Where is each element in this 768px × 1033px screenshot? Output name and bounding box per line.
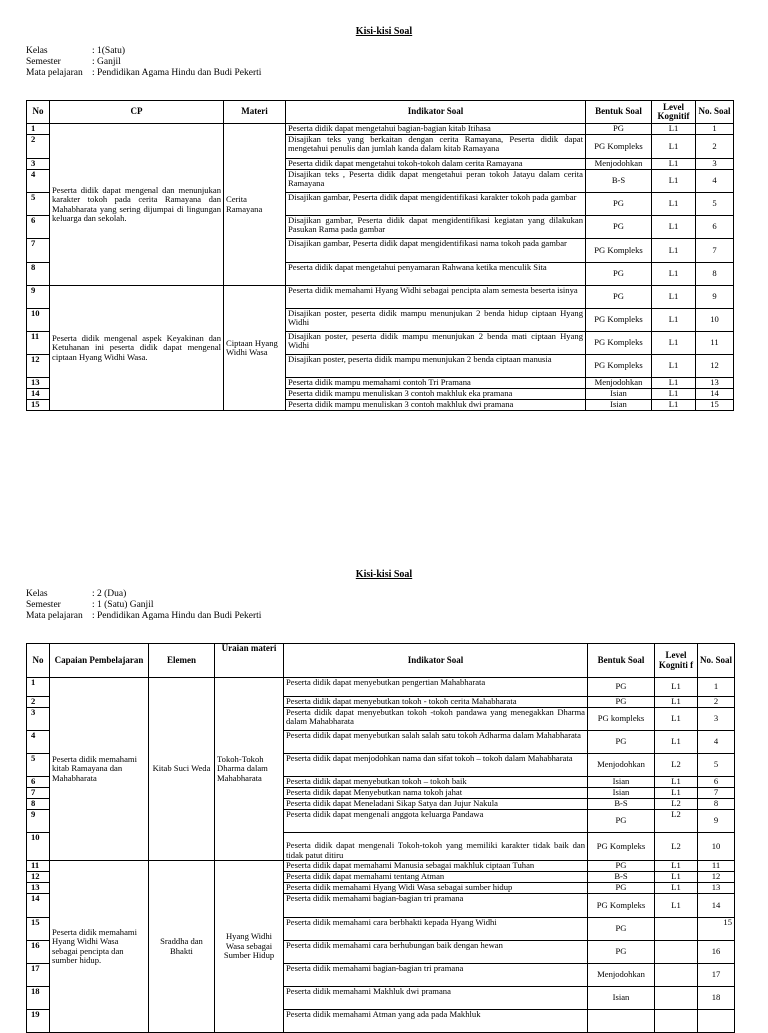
cell-level: L1 [655,731,698,754]
cell-indikator: Peserta didik dapat menyebutkan tokoh – tokoh baik [284,777,588,788]
cell-materi: Ciptaan Hyang Widhi Wasa [224,286,286,411]
cell-level [655,1010,698,1033]
doc2-meta-kelas [26,589,261,600]
meta-value: : 1 (Satu) Ganjil [92,600,154,610]
cell-indikator: Peserta didik memahami cara berbhakti kepada Hyang Widhi [284,918,588,941]
cell-no: 9 [27,810,50,833]
cell-bentuk [588,1010,655,1033]
cell-nosoal: 10 [696,309,734,332]
cell-bentuk: PG Kompleks [588,833,655,861]
table-row [27,678,735,697]
cell-nosoal: 14 [696,389,734,400]
cell-nosoal: 3 [696,159,734,170]
cell-cp: Peserta didik memahami kitab Ramayana dan Mahabharata [50,678,149,861]
header-indikator: Indikator Soal [286,101,586,124]
cell-no: 7 [27,788,50,799]
cell-indikator: Peserta didik dapat mengetahui tokoh-tokoh dalam cerita Ramayana [286,159,586,170]
cell-indikator: Disajikan teks , Peserta didik dapat mengetahui peran tokoh Jatayu dalam cerita Ramayana [286,170,586,193]
cell-no: 12 [27,872,50,883]
cell-cp: Peserta didik dapat mengenal dan menunjukan karakter tokoh pada cerita Ramayana dan Mahabharata yang sering dijumpai di lingungan keluarga dan sekolah. [50,124,224,286]
meta-key: Mata pelajaran [26,611,83,621]
cell-bentuk: PG [588,883,655,894]
doc1-meta-mapel [26,68,261,79]
cell-level: L2 [655,833,698,861]
doc1-table [26,100,734,411]
doc1-header-row [27,101,734,124]
cell-level: L1 [655,678,698,697]
cell-indikator: Disajikan poster, peserta didik mampu menunjukan 2 benda hidup ciptaan Hyang Widhi [286,309,586,332]
cell-no: 1 [27,124,50,135]
cell-indikator: Disajikan poster, peserta didik mampu menunjukan 2 benda mati ciptaan Hyang Widhi [286,332,586,355]
cell-level: L2 [655,754,698,777]
cell-nosoal: 18 [698,987,735,1010]
cell-no: 17 [27,964,50,987]
meta-value: : 1(Satu) [92,46,125,56]
cell-indikator: Peserta didik memahami bagian-bagian tri pramana [284,894,588,918]
cell-cp: Peserta didik mengenal aspek Keyakinan dan Ketuhanan ini peserta didik dapat mengenal ciptaan Hyang Widhi Wasa. [50,286,224,411]
cell-bentuk: B-S [588,872,655,883]
cell-no: 4 [27,170,50,193]
meta-value: : Pendidikan Agama Hindu dan Budi Pekerti [92,68,262,78]
header-no: No [27,644,50,678]
cell-bentuk: Isian [588,777,655,788]
cell-indikator: Peserta didik dapat menjodohkan nama dan sifat tokoh – tokoh dalam Mahabharata [284,754,588,777]
cell-materi: Cerita Ramayana [224,124,286,286]
cell-level: L1 [652,400,696,411]
cell-bentuk: Isian [586,389,652,400]
cell-indikator: Disajikan teks yang berkaitan dengan cerita Ramayana, Peserta didik dapat mengetahui penulis dan jumlah kanda dalam kitab Ramayana [286,135,586,159]
header-bentuk: Bentuk Soal [588,644,655,678]
cell-nosoal: 5 [696,193,734,216]
cell-level: L1 [652,309,696,332]
cell-no: 8 [27,799,50,810]
cell-bentuk: PG [588,941,655,964]
cell-level [655,941,698,964]
cell-bentuk: PG [586,124,652,135]
cell-nosoal: 4 [696,170,734,193]
meta-value: : Pendidikan Agama Hindu dan Budi Pekerti [92,611,262,621]
header-cp: Capaian Pembelajaran [50,644,149,678]
cell-no: 1 [27,678,50,697]
cell-no: 12 [27,355,50,378]
cell-level: L1 [652,389,696,400]
cell-nosoal: 1 [698,678,735,697]
doc1-meta [26,46,261,79]
cell-bentuk: PG Kompleks [586,239,652,263]
cell-indikator: Peserta didik memahami Hyang Widhi sebagai pencipta alam semesta beserta isinya [286,286,586,309]
cell-level: L1 [655,708,698,731]
cell-level: L1 [655,697,698,708]
cell-nosoal: 9 [698,810,735,833]
doc2-table [26,643,735,1033]
cell-nosoal: 3 [698,708,735,731]
cell-no: 6 [27,216,50,239]
cell-level: L1 [655,788,698,799]
cell-nosoal: 16 [698,941,735,964]
cell-no: 19 [27,1010,50,1033]
cell-level: L1 [652,332,696,355]
cell-level: L1 [652,159,696,170]
cell-no: 18 [27,987,50,1010]
cell-nosoal: 6 [696,216,734,239]
cell-nosoal: 11 [698,861,735,872]
cell-bentuk: Isian [586,400,652,411]
cell-bentuk: PG Kompleks [586,309,652,332]
cell-level: L1 [655,894,698,918]
cell-no: 9 [27,286,50,309]
cell-bentuk: Isian [588,788,655,799]
cell-level: L1 [652,193,696,216]
meta-value: : 2 (Dua) [92,589,127,599]
doc1-meta-semester [26,57,261,68]
cell-nosoal: 15 [696,400,734,411]
cell-indikator: Peserta didik mampu memahami contoh Tri Pramana [286,378,586,389]
cell-nosoal [698,1010,735,1033]
doc2-meta-mapel [26,611,261,622]
meta-key: Kelas [26,589,48,599]
cell-indikator: Peserta didik mampu menuliskan 3 contoh makhluk dwi pramana [286,400,586,411]
cell-no: 13 [27,378,50,389]
cell-bentuk: PG kompleks [588,708,655,731]
cell-no: 5 [27,754,50,777]
header-bentuk: Bentuk Soal [586,101,652,124]
cell-no: 16 [27,941,50,964]
cell-nosoal: 13 [696,378,734,389]
cell-indikator: Peserta didik mampu menuliskan 3 contoh makhluk eka pramana [286,389,586,400]
cell-indikator: Peserta didik dapat mengetahui penyamaran Rahwana ketika menculik Sita [286,263,586,286]
cell-nosoal: 7 [698,788,735,799]
cell-no: 14 [27,894,50,918]
cell-cp: Peserta didik memahami Hyang Widhi Wasa sebagai pencipta dan sumber hidup. [50,861,149,1033]
cell-indikator: Peserta didik memahami bagian-bagian tri pramana [284,964,588,987]
cell-indikator: Peserta didik dapat memahami Manusia sebagai makhluk ciptaan Tuhan [284,861,588,872]
cell-bentuk: Menjodohkan [586,159,652,170]
cell-nosoal: 12 [698,872,735,883]
cell-bentuk: PG [588,810,655,833]
header-materi: Materi [224,101,286,124]
cell-no: 7 [27,239,50,263]
cell-nosoal: 12 [696,355,734,378]
cell-bentuk: PG [586,263,652,286]
header-nosoal: No. Soal [698,644,735,678]
cell-no: 11 [27,332,50,355]
cell-level: L1 [652,355,696,378]
cell-no: 6 [27,777,50,788]
cell-indikator: Peserta didik dapat menyebutkan tokoh -tokoh pandawa yang menegakkan Dharma dalam Mahabharata [284,708,588,731]
cell-nosoal: 4 [698,731,735,754]
cell-bentuk: Menjodohkan [588,754,655,777]
cell-bentuk: PG [588,731,655,754]
cell-bentuk: Menjodohkan [586,378,652,389]
doc2-title: Kisi-kisi Soal [355,569,413,580]
cell-indikator: Disajikan gambar, Peserta didik dapat mengidentifikasi kegiatan yang dilakukan Pasukan Rama pada gambar [286,216,586,239]
cell-bentuk: PG Kompleks [586,355,652,378]
doc1-meta-kelas [26,46,261,57]
cell-level: L1 [655,872,698,883]
cell-bentuk: PG [586,286,652,309]
cell-nosoal: 11 [696,332,734,355]
cell-bentuk: PG [586,216,652,239]
cell-nosoal: 13 [698,883,735,894]
cell-no: 3 [27,159,50,170]
cell-nosoal: 2 [696,135,734,159]
cell-elemen: Kitab Suci Weda [149,678,215,861]
cell-indikator: Peserta didik dapat menyebutkan pengertian Mahabharata [284,678,588,697]
cell-indikator: Disajikan poster, peserta didik mampu menunjukan 2 benda ciptaan manusia [286,355,586,378]
header-cp: CP [50,101,224,124]
header-uraian: Uraian materi [215,644,284,678]
cell-level [655,964,698,987]
doc2-header-row [27,644,735,678]
cell-no: 14 [27,389,50,400]
meta-value: : Ganjil [92,57,121,67]
cell-no: 2 [27,135,50,159]
cell-nosoal: 7 [696,239,734,263]
cell-nosoal: 8 [696,263,734,286]
cell-elemen: Sraddha dan Bhakti [149,861,215,1033]
cell-no: 3 [27,708,50,731]
cell-indikator: Peserta didik memahami Hyang Widi Wasa sebagai sumber hidup [284,883,588,894]
cell-indikator: Peserta didik dapat mengenali Tokoh-tokoh yang memiliki karakter tidak baik dan tidak patut ditiru [284,833,588,861]
header-nosoal: No. Soal [696,101,734,124]
cell-no: 4 [27,731,50,754]
header-indikator: Indikator Soal [284,644,588,678]
cell-no: 11 [27,861,50,872]
cell-bentuk: Menjodohkan [588,964,655,987]
cell-indikator: Peserta didik dapat mengetahui bagian-bagian kitab Itihasa [286,124,586,135]
cell-indikator: Peserta didik memahami Atman yang ada pada Makhluk [284,1010,588,1033]
cell-level: L1 [652,170,696,193]
cell-nosoal: 6 [698,777,735,788]
cell-bentuk: PG Kompleks [586,135,652,159]
cell-nosoal: 15 [698,918,735,941]
table-row [27,124,734,135]
header-elemen: Elemen [149,644,215,678]
cell-level: L1 [652,263,696,286]
cell-indikator: Peserta didik memahami Makhluk dwi pramana [284,987,588,1010]
meta-key: Semester [26,57,61,67]
cell-bentuk: PG [588,918,655,941]
cell-nosoal: 9 [696,286,734,309]
cell-indikator: Peserta didik dapat menyebutkan salah salah satu tokoh Adharma dalam Mahabharata [284,731,588,754]
cell-no: 10 [27,309,50,332]
cell-uraian: Tokoh-Tokoh Dharma dalam Mahabharata [215,678,284,861]
cell-indikator: Peserta didik memahami cara berhubungan baik dengan hewan [284,941,588,964]
cell-level [655,987,698,1010]
cell-level: L1 [655,883,698,894]
cell-nosoal: 10 [698,833,735,861]
cell-no: 2 [27,697,50,708]
header-no: No [27,101,50,124]
table-row [27,861,735,872]
doc2-meta [26,589,261,622]
cell-no: 5 [27,193,50,216]
cell-level: L2 [655,810,698,833]
cell-level: L1 [652,239,696,263]
cell-bentuk: B-S [588,799,655,810]
cell-indikator: Peserta didik dapat memahami tentang Atman [284,872,588,883]
cell-indikator: Peserta didik dapat menyebutkan tokoh - tokoh cerita Mahabharata [284,697,588,708]
cell-level: L1 [652,286,696,309]
meta-key: Semester [26,600,61,610]
cell-no: 13 [27,883,50,894]
cell-level: L1 [652,378,696,389]
cell-level: L1 [655,861,698,872]
cell-bentuk: B-S [586,170,652,193]
cell-nosoal: 5 [698,754,735,777]
cell-indikator: Peserta didik dapat Meneladani Sikap Satya dan Jujur Nakula [284,799,588,810]
doc2-meta-semester [26,600,261,611]
meta-key: Kelas [26,46,48,56]
cell-level: L2 [655,799,698,810]
cell-bentuk: PG [586,193,652,216]
header-level: Level Kogniti f [655,644,698,678]
cell-bentuk: Isian [588,987,655,1010]
cell-no: 8 [27,263,50,286]
table-row [27,286,734,309]
doc1-title: Kisi-kisi Soal [355,26,413,37]
cell-indikator: Disajikan gambar, Peserta didik dapat mengidentifikasi karakter tokoh pada gambar [286,193,586,216]
cell-level: L1 [655,777,698,788]
cell-bentuk: PG [588,678,655,697]
cell-bentuk: PG [588,861,655,872]
cell-nosoal: 14 [698,894,735,918]
cell-indikator: Peserta didik dapat Menyebutkan nama tokoh jahat [284,788,588,799]
meta-key: Mata pelajaran [26,68,83,78]
cell-nosoal: 8 [698,799,735,810]
cell-nosoal: 17 [698,964,735,987]
cell-bentuk: PG [588,697,655,708]
cell-indikator: Disajikan gambar, Peserta didik dapat mengidentifikasi nama tokoh pada gambar [286,239,586,263]
cell-no: 15 [27,918,50,941]
cell-nosoal: 1 [696,124,734,135]
cell-bentuk: PG Kompleks [586,332,652,355]
cell-nosoal: 2 [698,697,735,708]
cell-indikator: Peserta didik dapat mengenali anggota keluarga Pandawa [284,810,588,833]
cell-level: L1 [652,216,696,239]
cell-level [655,918,698,941]
cell-no: 15 [27,400,50,411]
header-level: Level Kognitif [652,101,696,124]
cell-level: L1 [652,135,696,159]
cell-level: L1 [652,124,696,135]
cell-no: 10 [27,833,50,861]
cell-uraian: Hyang Widhi Wasa sebagai Sumber Hidup [215,861,284,1033]
cell-bentuk: PG Kompleks [588,894,655,918]
